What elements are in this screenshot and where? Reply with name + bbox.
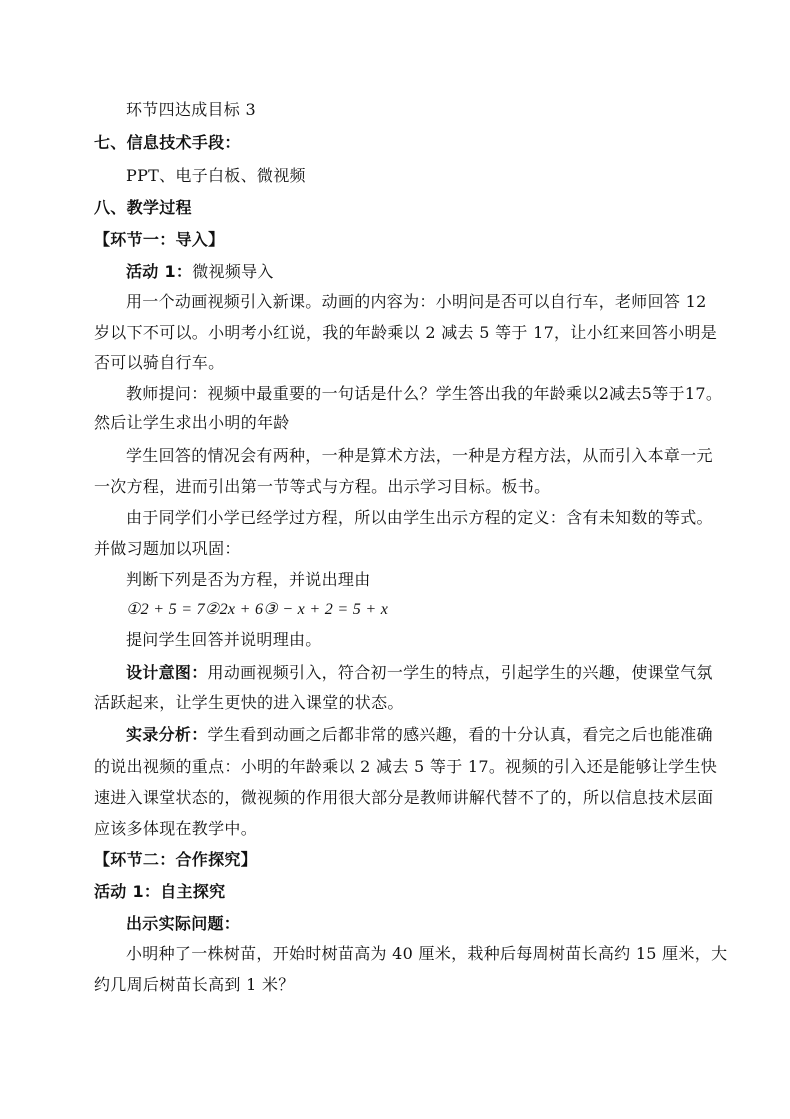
activity-1-title: 微视频导入 xyxy=(192,262,274,281)
section-heading-teaching-process: 八、教学过程 xyxy=(94,198,192,217)
paragraph-line: 用一个动画视频引入新课。动画的内容为：小明问是否可以自行车，老师回答 12 xyxy=(126,292,707,311)
paragraph-line: 约几周后树苗长高到 1 米？ xyxy=(94,975,295,994)
paragraph-line: 学生回答的情况会有两种，一种是算术方法，一种是方程方法，从而引入本章一元 xyxy=(126,446,713,465)
paragraph-line: 速进入课堂状态的，微视频的作用很大部分是教师讲解代替不了的，所以信息技术层面 xyxy=(94,788,714,807)
paragraph-line: 小明种了一株树苗，开始时树苗高为 40 厘米，栽种后每周树苗长高约 15 厘米，大 xyxy=(126,944,728,963)
equation-list: ①2 + 5 = 7②2x + 6③ − x + 2 = 5 + x xyxy=(126,601,389,618)
activity-1-self-explore-heading: 活动 1：自主探究 xyxy=(94,882,226,901)
activity-1-line xyxy=(126,262,274,282)
stage-one-heading: 【环节一：导入】 xyxy=(94,230,225,249)
stage-four-goal: 环节四达成目标 3 xyxy=(126,100,256,119)
paragraph-line: 并做习题加以巩固： xyxy=(94,539,241,558)
paragraph-line: 活跃起来，让学生更快的进入课堂的状态。 xyxy=(94,693,404,712)
it-means-list: PPT、电子白板、微视频 xyxy=(126,166,306,185)
paragraph-line: 一次方程，进而引出第一节等式与方程。出示学习目标。板书。 xyxy=(94,477,551,496)
activity-1-label: 活动 1： xyxy=(126,262,193,281)
paragraph-line: 应该多体现在教学中。 xyxy=(94,819,258,838)
section-heading-it-means: 七、信息技术手段： xyxy=(94,133,241,152)
design-intent-line xyxy=(126,663,713,683)
paragraph-line: 的说出视频的重点：小明的年龄乘以 2 减去 5 等于 17。视频的引入还是能够让学生快 xyxy=(94,757,718,776)
paragraph-line: 岁以下不可以。小明考小红说，我的年龄乘以 2 减去 5 等于 17，让小红来回答小明是 xyxy=(94,323,718,342)
practical-problem-heading: 出示实际问题： xyxy=(126,914,241,933)
paragraph-line: 提问学生回答并说明理由。 xyxy=(126,630,322,649)
record-analysis-label: 实录分析： xyxy=(126,725,208,744)
record-analysis-text: 学生看到动画之后都非常的感兴趣，看的十分认真，看完之后也能准确 xyxy=(207,725,713,744)
design-intent-text: 用动画视频引入，符合初一学生的特点，引起学生的兴趣，使课堂气氛 xyxy=(207,663,713,682)
paragraph-line: 由于同学们小学已经学过方程，所以由学生出示方程的定义：含有未知数的等式。 xyxy=(126,508,713,527)
stage-two-heading: 【环节二：合作探究】 xyxy=(94,850,258,869)
design-intent-label: 设计意图： xyxy=(126,663,208,682)
paragraph-line: 教师提问：视频中最重要的一句话是什么？学生答出我的年龄乘以2减去5等于17。 xyxy=(126,384,723,403)
paragraph-line: 然后让学生求出小明的年龄 xyxy=(94,413,290,432)
paragraph-line: 否可以骑自行车。 xyxy=(94,353,225,372)
record-analysis-line xyxy=(126,725,713,745)
paragraph-line: 判断下列是否为方程，并说出理由 xyxy=(126,570,371,589)
